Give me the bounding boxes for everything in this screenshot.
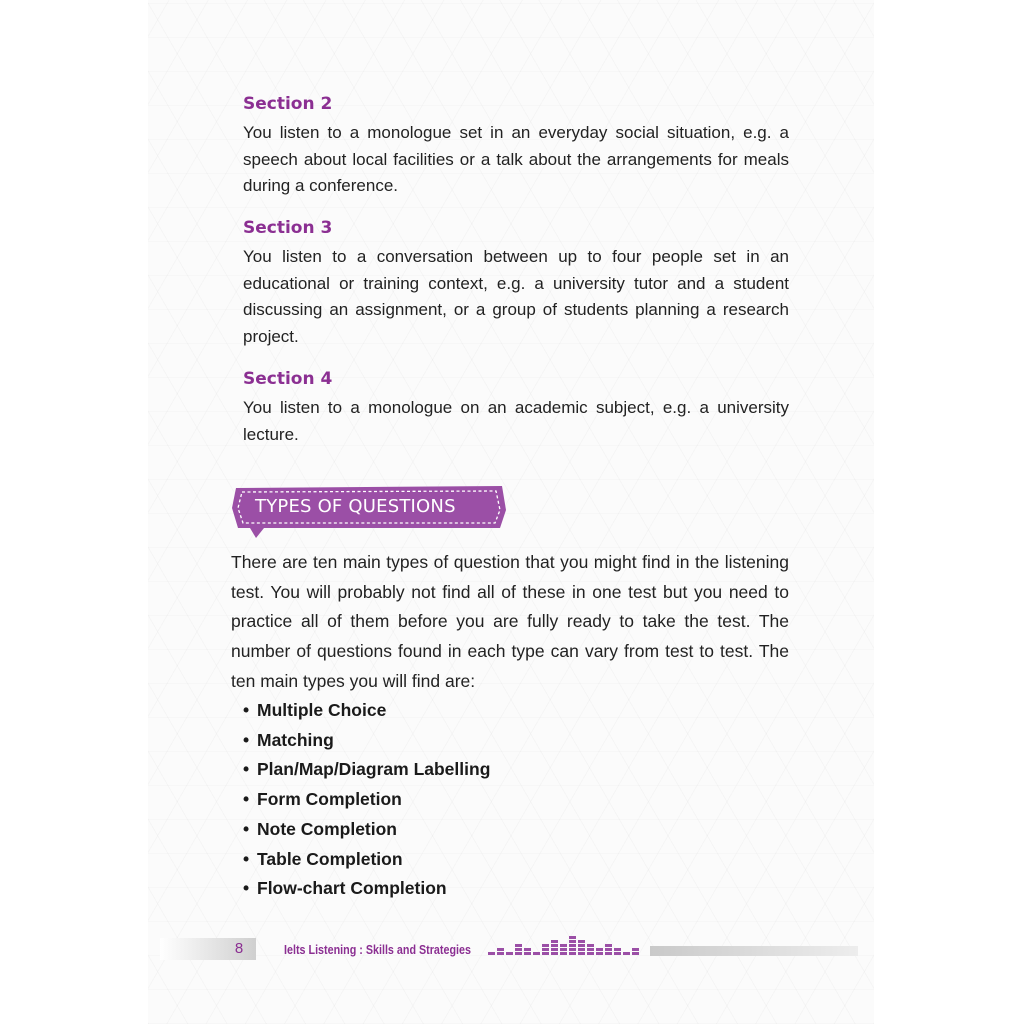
list-item: [243, 726, 490, 756]
bullet: •: [243, 700, 250, 720]
banner-title: TYPES OF QUESTIONS: [255, 496, 456, 517]
bullet: •: [243, 848, 250, 869]
bullet: •: [243, 789, 250, 810]
bullet: •: [243, 878, 250, 899]
page-number: 8: [234, 940, 244, 957]
section-heading: Section 2: [243, 94, 333, 114]
question-types-list: [243, 696, 490, 904]
list-item-label: Matching: [257, 729, 334, 750]
list-item-label: Form Completion: [257, 789, 402, 810]
equalizer-icon: [488, 932, 644, 958]
list-item: [243, 696, 490, 726]
section-body: You listen to a monologue on an academic subject, e.g. a university lecture.: [243, 398, 789, 444]
section-3: [243, 217, 789, 350]
bullet: •: [243, 729, 250, 750]
bullet: •: [243, 759, 250, 780]
list-item: [243, 755, 490, 785]
list-item-label: Note Completion: [257, 818, 397, 839]
section-body: You listen to a monologue set in an everyday social situation, e.g. a speech about local facilities or a talk about the arrangements for meals during a conference.: [243, 123, 789, 195]
list-item: [243, 874, 490, 904]
bullet: •: [243, 818, 250, 839]
list-item: [243, 845, 490, 875]
list-item-label: Table Completion: [257, 848, 403, 869]
list-item: [243, 785, 490, 815]
section-heading: Section 4: [243, 369, 333, 389]
list-item-label: Plan/Map/Diagram Labelling: [257, 759, 491, 780]
list-item-label: Flow-chart Completion: [257, 878, 447, 899]
section-body: You listen to a conversation between up to four people set in an educational or training context, e.g. a university tutor and a student discussing an assignment, or a group of students planning a research project.: [243, 247, 789, 346]
list-item-label: Multiple Choice: [257, 700, 387, 720]
list-item: [243, 815, 490, 845]
footer-book-title: Ielts Listening : Skills and Strategies: [284, 943, 471, 957]
section-4: [243, 368, 789, 448]
intro-paragraph: There are ten main types of question that you might find in the listening test. You will probably not find all of these in one test but you need to practice all of them before you are fully ready to take the test. The number of questions found in each type can vary from test to test. The ten main types you will find are:: [231, 552, 789, 691]
footer-gradient-bar-right: [650, 946, 858, 956]
section-heading: Section 3: [243, 218, 333, 238]
section-2: [243, 93, 789, 200]
types-of-questions-banner: [230, 484, 508, 540]
